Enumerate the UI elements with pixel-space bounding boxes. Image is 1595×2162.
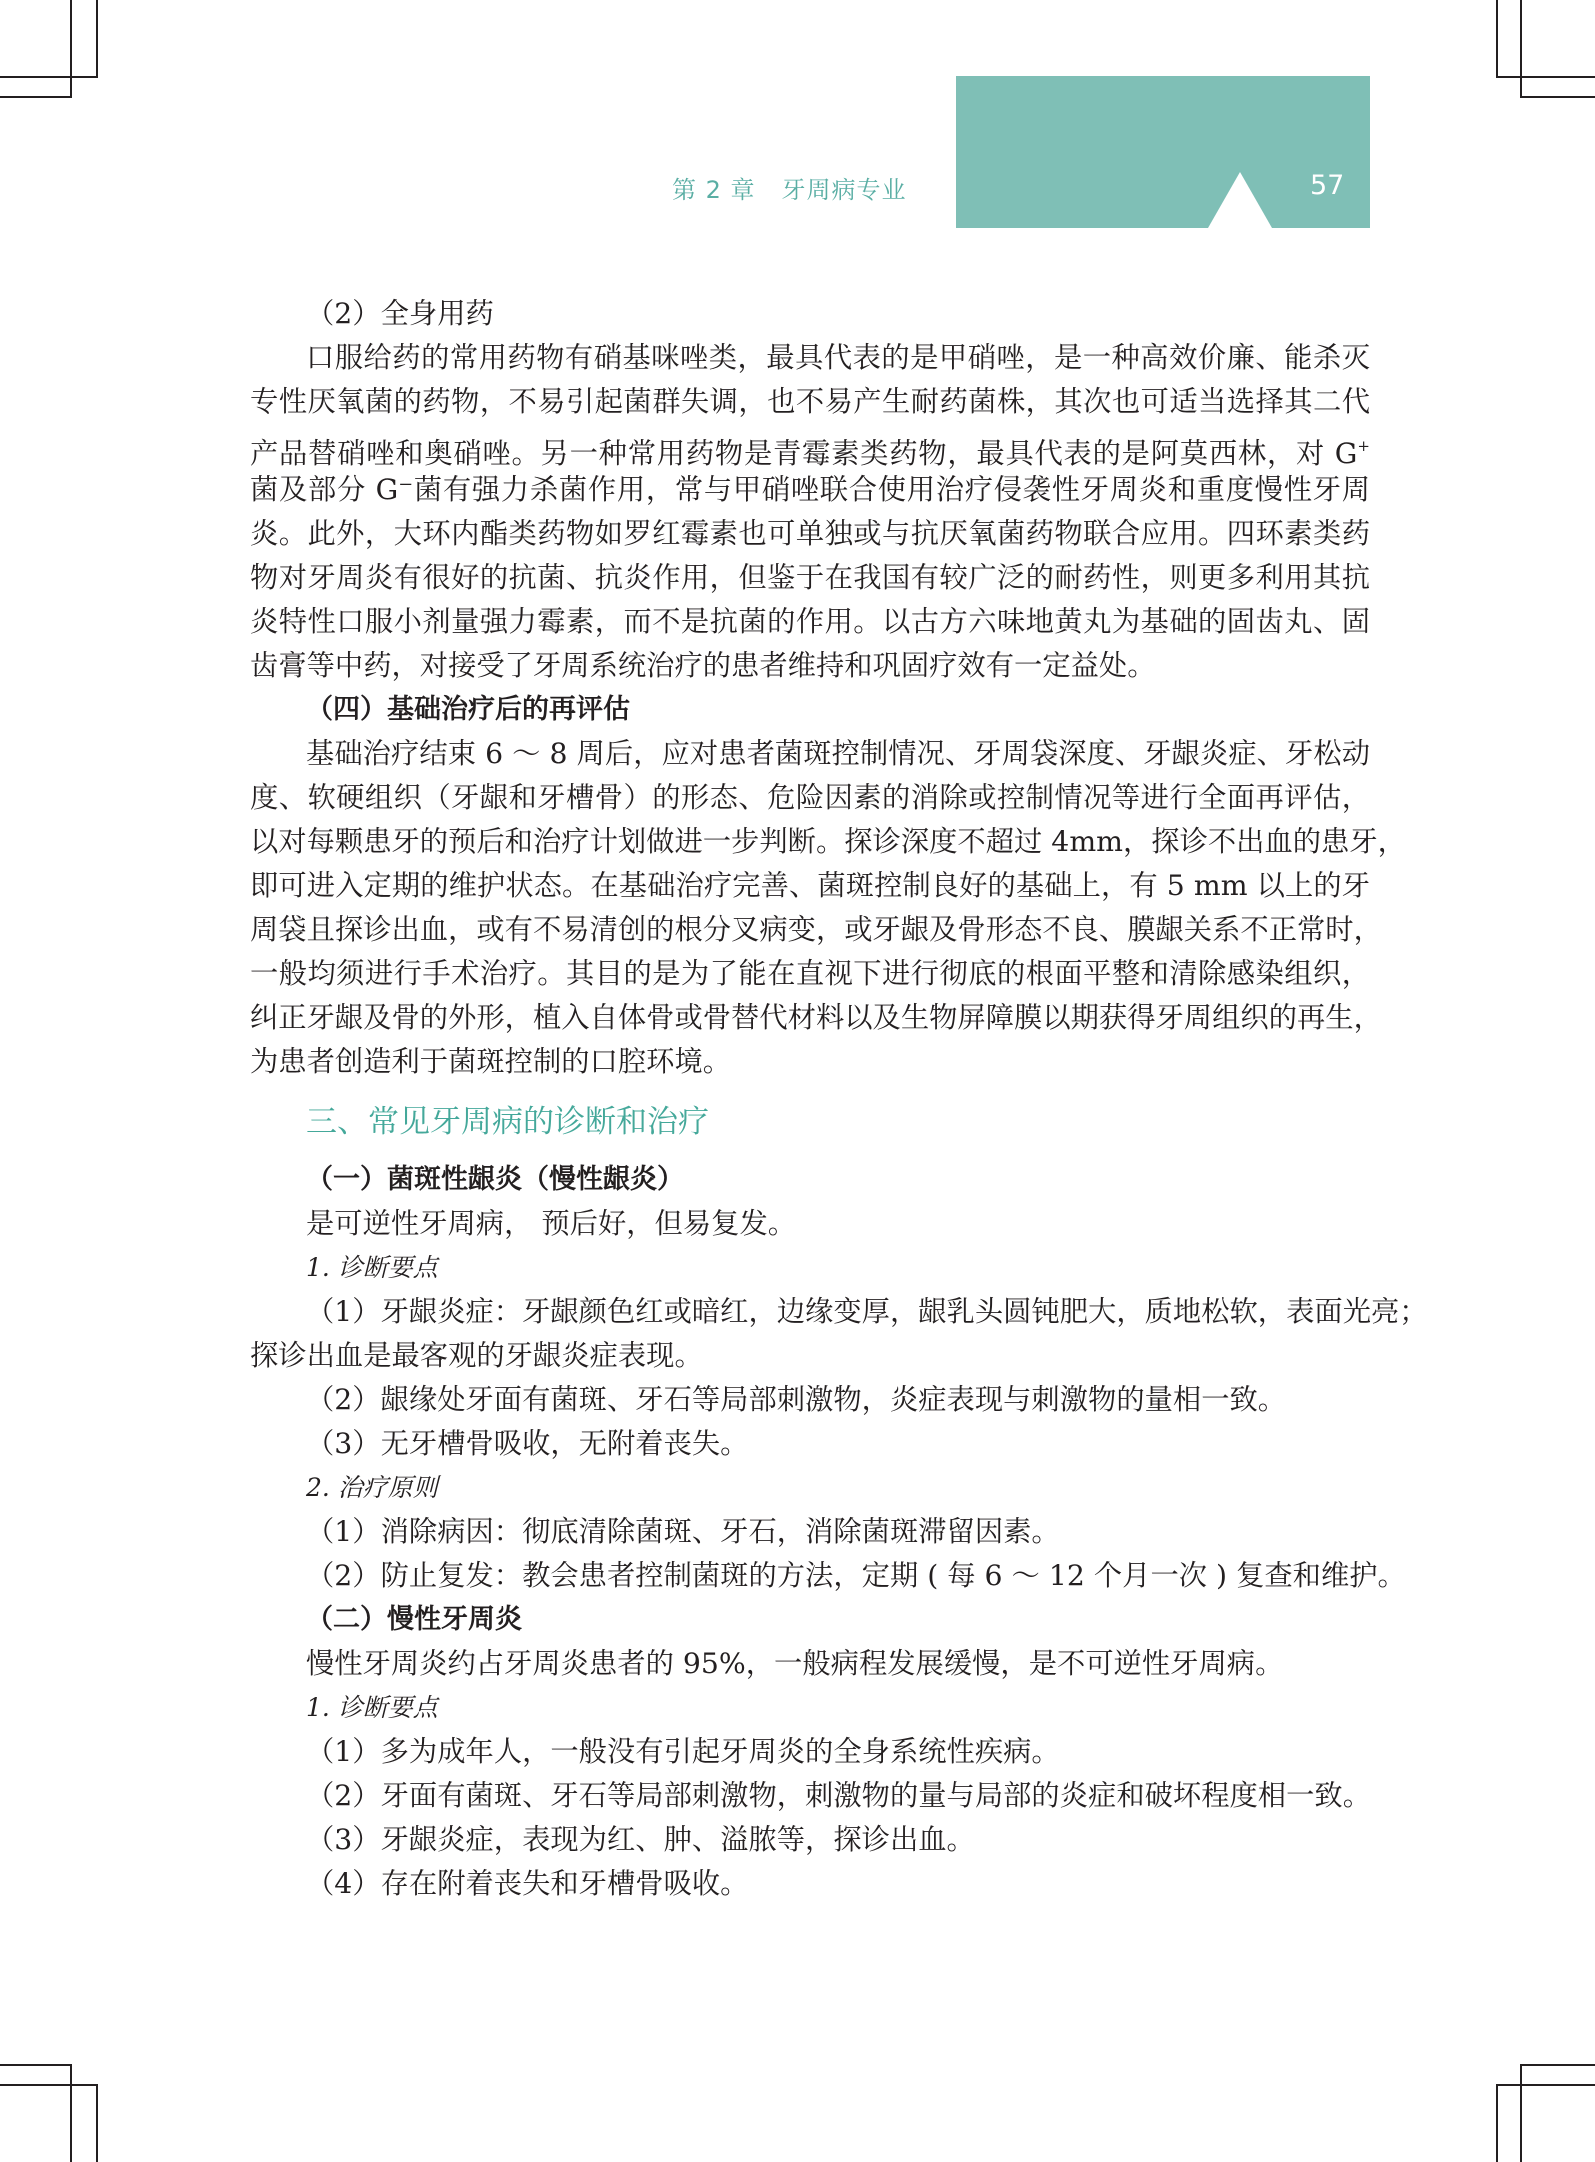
paragraph-line: 周袋且探诊出血，或有不易清创的根分叉病变，或牙龈及骨形态不良、膜龈关系不正常时， [250, 913, 1382, 946]
crop-mark-top-left-v [96, 0, 98, 76]
crop-mark-bottom-right-h2 [1520, 2064, 1595, 2066]
crop-mark-top-left-h2 [0, 96, 72, 98]
list-item: （2）牙面有菌斑、牙石等局部刺激物，刺激物的量与局部的炎症和破坏程度相一致。 [306, 1779, 1371, 1812]
paragraph-line [250, 424, 1370, 468]
paragraph-line: 是可逆性牙周病， 预后好，但易复发。 [306, 1207, 797, 1240]
crop-mark-bottom-left-h2 [0, 2064, 72, 2066]
section-heading: 三、常见牙周病的诊断和治疗 [306, 1104, 709, 1140]
crop-mark-top-right-v2 [1520, 0, 1522, 98]
crop-mark-top-right-h [1496, 76, 1595, 78]
paragraph-line: 一般均须进行手术治疗。其目的是为了能在直视下进行彻底的根面平整和清除感染组织， [250, 957, 1370, 990]
superscript-plus: + [1357, 437, 1370, 455]
paragraph-line: 物对牙周炎有很好的抗菌、抗炎作用，但鉴于在我国有较广泛的耐药性，则更多利用其抗 [250, 561, 1370, 594]
list-item: （2）龈缘处牙面有菌斑、牙石等局部刺激物，炎症表现与刺激物的量相一致。 [306, 1383, 1287, 1416]
paragraph-line: 度、软硬组织（牙龈和牙槽骨）的形态、危险因素的消除或控制情况等进行全面再评估， [250, 781, 1370, 814]
list-item: （1）牙龈炎症：牙龈颜色红或暗红，边缘变厚，龈乳头圆钝肥大，质地松软，表面光亮； [306, 1295, 1428, 1328]
paragraph-line: 菌及部分 G⁻菌有强力杀菌作用，常与甲硝唑联合使用治疗侵袭性牙周炎和重度慢性牙周 [250, 473, 1370, 506]
list-item: （3）无牙槽骨吸收，无附着丧失。 [306, 1427, 749, 1460]
paragraph-line: 炎特性口服小剂量强力霉素，而不是抗菌的作用。以古方六味地黄丸为基础的固齿丸、固 [250, 605, 1370, 638]
subheading-systemic-medication: （2）全身用药 [306, 297, 494, 330]
heading-plaque-gingivitis: （一）菌斑性龈炎（慢性龈炎） [306, 1164, 684, 1195]
label-treatment: 2. 治疗原则 [306, 1473, 438, 1502]
heading-chronic-periodontitis: （二）慢性牙周炎 [306, 1604, 522, 1635]
chapter-number: 第 2 章 [672, 176, 756, 204]
label-diagnosis: 1. 诊断要点 [306, 1253, 438, 1282]
paragraph-line: 口服给药的常用药物有硝基咪唑类，最具代表的是甲硝唑，是一种高效价廉、能杀灭 [306, 341, 1370, 374]
paragraph-line: 专性厌氧菌的药物，不易引起菌群失调，也不易产生耐药菌株，其次也可适当选择其二代 [250, 385, 1370, 418]
paragraph-line: 慢性牙周炎约占牙周炎患者的 95%，一般病程发展缓慢，是不可逆性牙周病。 [306, 1647, 1284, 1680]
crop-mark-top-left-v2 [70, 0, 72, 98]
paragraph-line: 为患者创造利于菌斑控制的口腔环境。 [250, 1045, 732, 1078]
paragraph-line: 纠正牙龈及骨的外形，植入自体骨或骨替代材料以及生物屏障膜以期获得牙周组织的再生， [250, 1001, 1382, 1034]
label-diagnosis: 1. 诊断要点 [306, 1693, 438, 1722]
list-item: （1）多为成年人，一般没有引起牙周炎的全身系统性疾病。 [306, 1735, 1060, 1768]
paragraph-line: 齿膏等中药，对接受了牙周系统治疗的患者维持和巩固疗效有一定益处。 [250, 649, 1156, 682]
chapter-title: 牙周病专业 [781, 176, 907, 204]
header-notch [1208, 172, 1272, 228]
heading-reevaluation: （四）基础治疗后的再评估 [306, 694, 630, 725]
list-item: （1）消除病因：彻底清除菌斑、牙石，消除菌斑滞留因素。 [306, 1515, 1060, 1548]
header-band [956, 76, 1370, 228]
crop-mark-bottom-right-v2 [1520, 2064, 1522, 2162]
paragraph-line: 基础治疗结束 6 ～ 8 周后，应对患者菌斑控制情况、牙周袋深度、牙龈炎症、牙松动 [306, 737, 1370, 770]
crop-mark-bottom-right-h [1496, 2084, 1595, 2086]
crop-mark-bottom-right-v [1496, 2084, 1498, 2162]
paragraph-line-text: 产品替硝唑和奥硝唑。另一种常用药物是青霉素类药物，最具代表的是阿莫西林，对 G [250, 437, 1358, 470]
paragraph-line: 以对每颗患牙的预后和治疗计划做进一步判断。探诊深度不超过 4mm，探诊不出血的患牙， [250, 825, 1406, 858]
crop-mark-top-right-v [1496, 0, 1498, 76]
list-item-continued: 探诊出血是最客观的牙龈炎症表现。 [250, 1339, 703, 1372]
list-item: （3）牙龈炎症，表现为红、肿、溢脓等，探诊出血。 [306, 1823, 975, 1856]
page-number: 57 [1310, 170, 1345, 201]
list-item: （4）存在附着丧失和牙槽骨吸收。 [306, 1867, 749, 1900]
page-body [250, 292, 1428, 1906]
crop-mark-bottom-left-h [0, 2084, 98, 2086]
paragraph-line: 炎。此外，大环内酯类药物如罗红霉素也可单独或与抗厌氧菌药物联合应用。四环素类药 [250, 517, 1370, 550]
running-header [672, 170, 907, 205]
crop-mark-top-left-h [0, 76, 98, 78]
paragraph-line: 即可进入定期的维护状态。在基础治疗完善、菌斑控制良好的基础上，有 5 mm 以上的牙 [250, 869, 1370, 902]
crop-mark-bottom-left-v2 [70, 2064, 72, 2162]
list-item: （2）防止复发：教会患者控制菌斑的方法，定期 ( 每 6 ～ 12 个月一次 ) 复查和维护。 [306, 1559, 1406, 1592]
crop-mark-top-right-h2 [1520, 96, 1595, 98]
crop-mark-bottom-left-v [96, 2084, 98, 2162]
